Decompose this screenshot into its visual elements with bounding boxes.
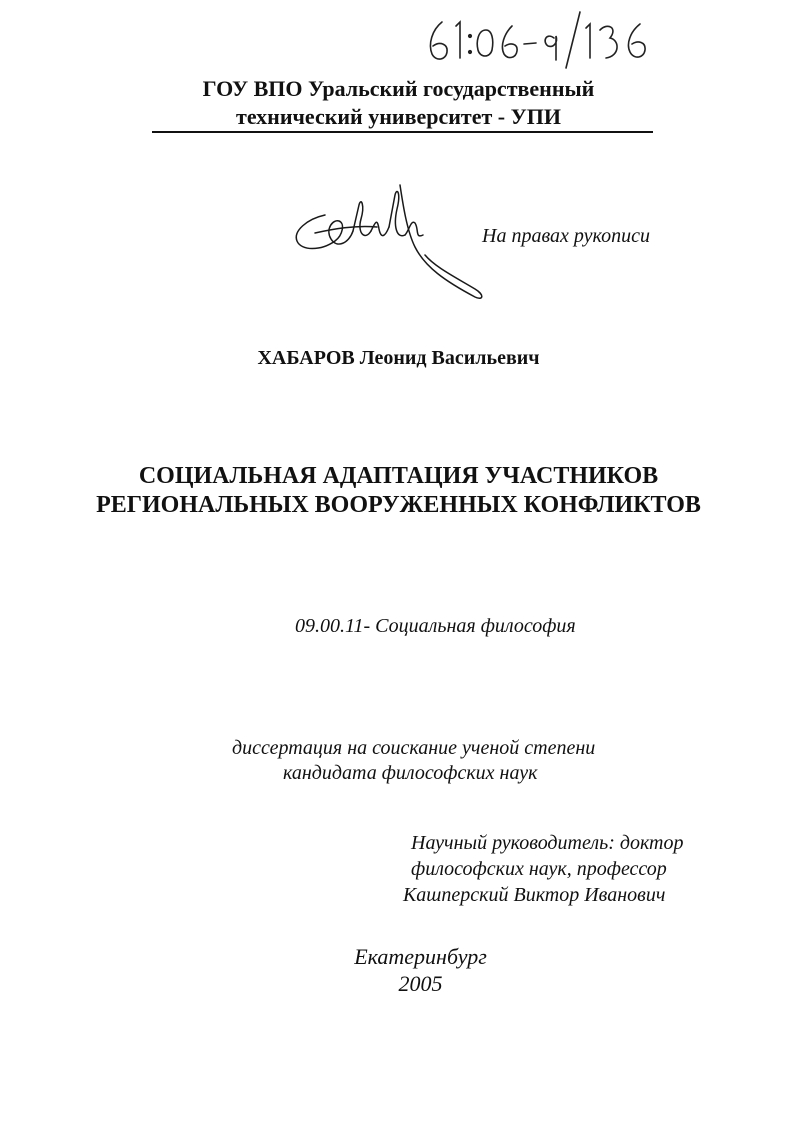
handwritten-archive-code xyxy=(420,8,660,70)
manuscript-rights-note: На правах рукописи xyxy=(482,225,650,247)
institution-underline xyxy=(152,131,653,133)
dissertation-title-line2: РЕГИОНАЛЬНЫХ ВООРУЖЕННЫХ КОНФЛИКТОВ xyxy=(96,492,701,518)
institution-name-line1: ГОУ ВПО Уральский государственный xyxy=(202,76,595,101)
degree-line1: диссертация на соискание ученой степени xyxy=(232,737,596,759)
supervisor-line2: философских наук, профессор xyxy=(411,858,667,880)
author-signature xyxy=(285,175,495,305)
supervisor-line1: Научный руководитель: доктор xyxy=(411,832,684,854)
institution-name-line2: технический университет - УПИ xyxy=(236,104,561,129)
supervisor-line3: Кашперский Виктор Иванович xyxy=(403,884,666,906)
author-name xyxy=(0,345,797,371)
specialty-code: 09.00.11- Социальная философия xyxy=(295,615,576,637)
dissertation-title-line1: СОЦИАЛЬНАЯ АДАПТАЦИЯ УЧАСТНИКОВ xyxy=(138,463,659,489)
year: 2005 xyxy=(398,971,443,996)
author-given-names: Леонид Васильевич xyxy=(359,347,540,369)
author-surname: ХАБАРОВ xyxy=(257,347,355,369)
city: Екатеринбург xyxy=(354,944,487,969)
degree-line2: кандидата философских наук xyxy=(283,762,538,784)
